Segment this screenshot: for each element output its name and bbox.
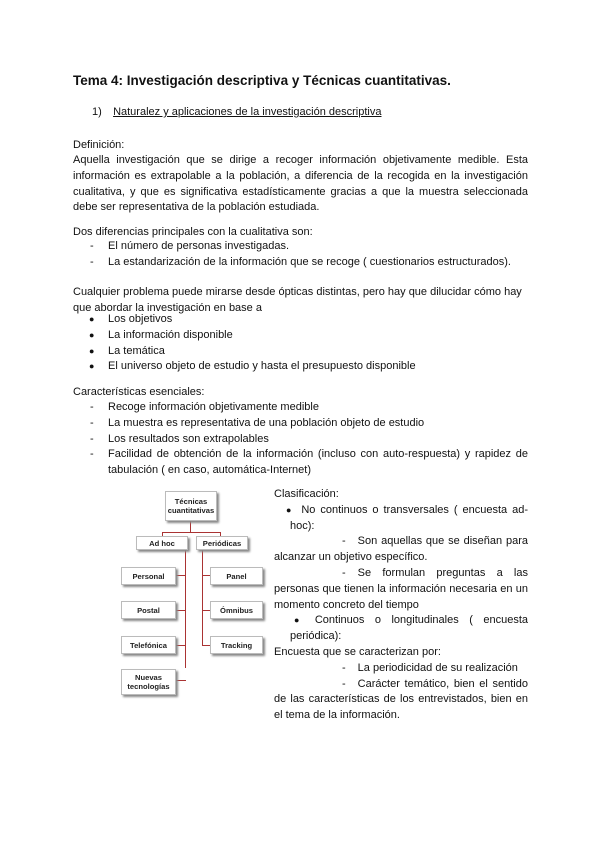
diagram-tracking-box: Tracking bbox=[210, 636, 263, 654]
classification-b1-item-1: - Son aquellas que se diseñan para alcanzar un objetivo específico. bbox=[274, 535, 528, 564]
classification-block bbox=[274, 487, 528, 724]
classification-bullet-1: ● No continuos o transversales ( encuesta ad-hoc): bbox=[286, 503, 528, 532]
problem-list bbox=[73, 312, 528, 375]
differences-intro: Dos diferencias principales con la cualitativa son: bbox=[73, 226, 313, 238]
list-item: - La muestra es representativa de una población objeto de estudio bbox=[90, 416, 425, 429]
list-item: ● Los objetivos bbox=[89, 313, 173, 325]
section-title: Naturalez y aplicaciones de la investigación descriptiva bbox=[113, 106, 382, 118]
definition-label: Definición: bbox=[73, 139, 125, 151]
diagram-adhoc-box: Ad hoc bbox=[136, 536, 188, 550]
diagram-panel-box: Panel bbox=[210, 567, 263, 585]
diagram-periodicas-box: Periódicas bbox=[196, 536, 248, 550]
section-heading bbox=[92, 106, 381, 118]
list-item: - El número de personas investigadas. bbox=[90, 240, 289, 252]
page-title: Tema 4: Investigación descriptiva y Técnicas cuantitativas. bbox=[73, 73, 451, 88]
list-item: ● La información disponible bbox=[89, 328, 233, 341]
problem-intro: Cualquier problema puede mirarse desde ópticas distintas, pero hay que dilucidar cómo hay que abordar la investigación en base a bbox=[73, 286, 522, 314]
characteristics-intro: Características esenciales: bbox=[73, 386, 205, 398]
diagram-root-box: Técnicas cuantitativas bbox=[165, 491, 217, 521]
encuesta-intro: Encuesta que se caracterizan por: bbox=[274, 645, 441, 658]
differences-list bbox=[73, 239, 528, 271]
diagram-telefonica-box: Telefónica bbox=[121, 636, 176, 654]
diagram-personal-box: Personal bbox=[121, 567, 176, 585]
diagram-postal-box: Postal bbox=[121, 601, 176, 619]
classification-b2-item-2: - Carácter temático, bien el sentido de las características de los entrevistados, bien en el tema de la información. bbox=[274, 677, 528, 722]
list-item: - Facilidad de obtención de la información (incluso con auto-respuesta) y rapidez de tabulación ( en caso, automática-Internet) bbox=[90, 448, 528, 477]
classification-b1-item-2: - Se formulan preguntas a las personas que tienen la información necesaria en un momento concreto del tiempo bbox=[274, 566, 528, 611]
list-item: - Recoge información objetivamente medible bbox=[90, 401, 319, 413]
classification-label: Clasificación: bbox=[274, 488, 339, 500]
list-item: ● La temática bbox=[89, 344, 165, 357]
characteristics-list bbox=[73, 400, 528, 479]
techniques-diagram bbox=[118, 488, 268, 698]
list-item: ● El universo objeto de estudio y hasta el presupuesto disponible bbox=[89, 360, 416, 373]
classification-bullet-2: ● Continuos o longitudinales ( encuesta periódica): bbox=[290, 614, 528, 643]
list-item: - La estandarización de la información que se recoge ( cuestionarios estructurados). bbox=[90, 255, 511, 268]
section-number: 1) bbox=[92, 106, 102, 118]
definition-text: Aquella investigación que se dirige a recoger información objetivamente medible. Esta información es extrapolable a la población, a diferencia de la recogida en la investigación cualitativa, y que es significativa estadísticamente gracias a que la muestra seleccionada debe ser representativa de la población estudiada. bbox=[73, 154, 528, 214]
diagram-nuevas-tecnologias-box: Nuevas tecnologías bbox=[121, 669, 176, 695]
classification-b2-item-1: - La periodicidad de su realización bbox=[342, 661, 518, 674]
list-item: - Los resultados son extrapolables bbox=[90, 432, 269, 445]
diagram-omnibus-box: Ómnibus bbox=[210, 601, 263, 619]
